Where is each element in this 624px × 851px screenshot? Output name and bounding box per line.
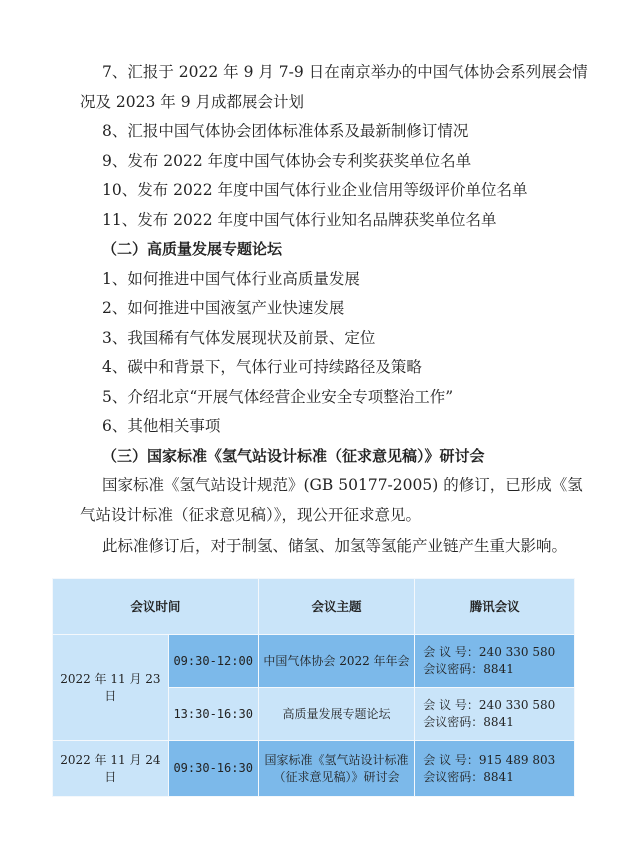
paragraph: 此标准修订后，对于制氢、储氢、加氢等氢能产业链产生重大影响。 [102,537,568,555]
paragraph: 4、碳中和背景下，气体行业可持续路径及策略 [102,358,422,376]
time-cell: 13:30-16:30 [168,688,258,741]
topic-cell [258,741,415,797]
paragraph: 3、我国稀有气体发展现状及前景、定位 [102,328,376,347]
time-cell: 09:30-12:00 [168,635,258,688]
table-header-row [53,579,575,635]
paragraph: 国家标准《氢气站设计规范》(GB 50177-2005) 的修订，已形成《氢 [102,476,583,494]
meeting-password: 会议密码：8841 [423,769,514,784]
topic-line: （征求意见稿）》研讨会 [273,769,400,784]
table-row [53,741,575,797]
time-cell: 09:30-16:30 [168,741,258,797]
meeting-id: 会 议 号：240 330 580 [423,698,556,712]
header-tencent-meeting: 腾讯会议 [415,579,575,635]
date-cell: 2022 年 11 月 24 日 [53,741,169,797]
document-body [80,58,588,562]
paragraph: 气站设计标准（征求意见稿）》，现公开征求意见。 [80,505,422,524]
paragraph: 8、汇报中国气体协会团体标准体系及最新制修订情况 [102,122,469,140]
meeting-password: 会议密码：8841 [423,715,514,729]
paragraph: 10、发布 2022 年度中国气体行业企业信用等级评价单位名单 [102,181,528,199]
paragraph: 5、介绍北京“开展气体经营企业安全专项整治工作” [102,387,454,406]
paragraph: 况及 2023 年 9 月成都展会计划 [80,92,305,111]
meeting-id: 会 议 号：240 330 580 [423,645,556,659]
meeting-info-cell [415,741,575,797]
topic-line: 国家标准《氢气站设计标准 [264,752,409,767]
meeting-info-cell [415,688,575,741]
paragraph: 7、汇报于 2022 年 9 月 7-9 日在南京举办的中国气体协会系列展会情 [102,63,588,81]
paragraph: 11、发布 2022 年度中国气体行业知名品牌获奖单位名单 [102,210,497,229]
meeting-id: 会 议 号：915 489 803 [423,752,556,767]
paragraph: 2、如何推进中国液氢产业快速发展 [102,299,345,317]
table-row [53,635,575,688]
paragraph: 9、发布 2022 年度中国气体协会专利奖获奖单位名单 [102,151,472,170]
header-meeting-time: 会议时间 [53,579,259,635]
section-heading: （三）国家标准《氢气站设计标准（征求意见稿）》研讨会 [102,446,485,465]
paragraph: 1、如何推进中国气体行业高质量发展 [102,269,360,288]
paragraph: 6、其他相关事项 [102,417,221,435]
meeting-password: 会议密码：8841 [423,662,514,676]
date-cell: 2022 年 11 月 23 日 [53,635,169,741]
header-meeting-topic: 会议主题 [258,579,415,635]
meeting-info-cell [415,635,575,688]
section-heading: （二）高质量发展专题论坛 [102,240,283,258]
topic-cell: 中国气体协会 2022 年年会 [258,635,415,688]
meeting-schedule-table [52,578,575,797]
topic-cell: 高质量发展专题论坛 [258,688,415,741]
